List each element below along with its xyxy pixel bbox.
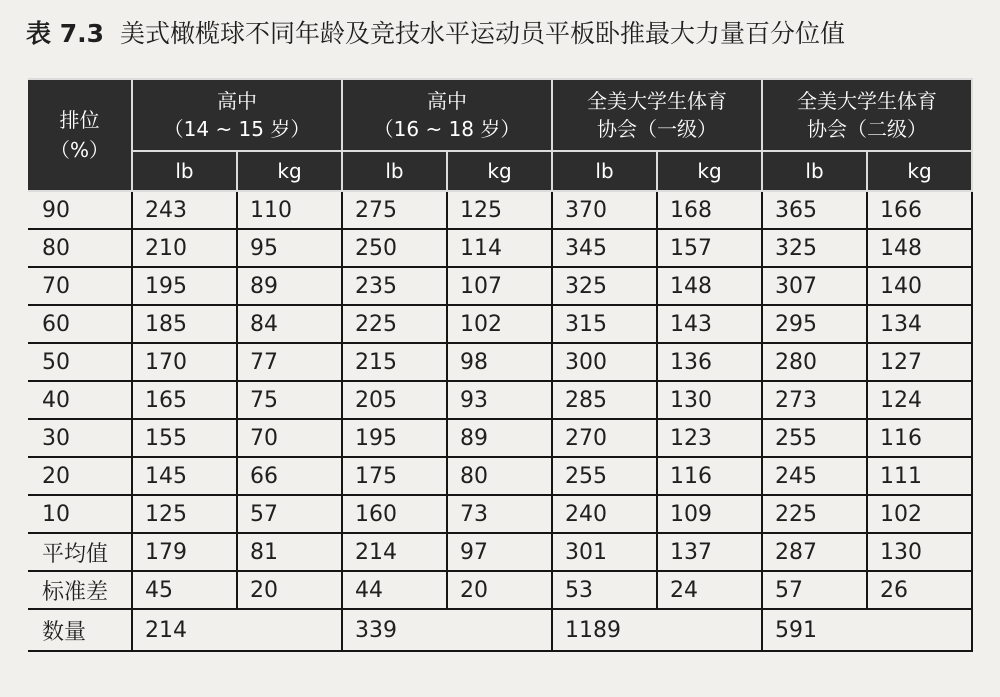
value-cell: 111 — [867, 457, 972, 495]
value-cell: 127 — [867, 343, 972, 381]
group-header-line2: 协会（一级） — [597, 117, 718, 141]
row-label: 40 — [28, 381, 132, 419]
value-cell: 175 — [342, 457, 447, 495]
row-label: 80 — [28, 229, 132, 267]
value-cell: 225 — [342, 305, 447, 343]
value-cell: 148 — [657, 267, 762, 305]
group-header — [342, 79, 552, 151]
group-header-line2: （16 ~ 18 岁） — [373, 117, 521, 141]
row-label: 20 — [28, 457, 132, 495]
value-cell: 125 — [447, 191, 552, 229]
value-cell: 185 — [132, 305, 237, 343]
value-cell: 165 — [132, 381, 237, 419]
rank-header-line1: 排位 — [59, 108, 100, 132]
value-cell: 155 — [132, 419, 237, 457]
value-cell: 107 — [447, 267, 552, 305]
value-cell: 287 — [762, 533, 867, 571]
value-cell: 301 — [552, 533, 657, 571]
value-cell: 168 — [657, 191, 762, 229]
value-cell: 255 — [552, 457, 657, 495]
value-cell: 123 — [657, 419, 762, 457]
header-row-groups — [28, 79, 972, 151]
group-header-line2: （14 ~ 15 岁） — [163, 117, 311, 141]
count-cell: 1189 — [552, 609, 762, 651]
value-cell: 89 — [447, 419, 552, 457]
value-cell: 210 — [132, 229, 237, 267]
value-cell: 325 — [762, 229, 867, 267]
value-cell: 243 — [132, 191, 237, 229]
header-row-units — [28, 151, 972, 191]
table-row — [28, 381, 972, 419]
value-cell: 45 — [132, 571, 237, 609]
value-cell: 245 — [762, 457, 867, 495]
table-row — [28, 457, 972, 495]
table-row — [28, 533, 972, 571]
value-cell: 240 — [552, 495, 657, 533]
value-cell: 130 — [657, 381, 762, 419]
value-cell: 140 — [867, 267, 972, 305]
unit-header: lb — [342, 151, 447, 191]
unit-header: lb — [762, 151, 867, 191]
value-cell: 20 — [447, 571, 552, 609]
value-cell: 195 — [132, 267, 237, 305]
table-body — [28, 191, 972, 651]
value-cell: 66 — [237, 457, 342, 495]
value-cell: 225 — [762, 495, 867, 533]
value-cell: 157 — [657, 229, 762, 267]
table-row — [28, 229, 972, 267]
group-header-line2: 协会（二级） — [807, 117, 928, 141]
value-cell: 148 — [867, 229, 972, 267]
rank-header-line2: （%） — [49, 138, 109, 162]
table-row — [28, 267, 972, 305]
row-label: 10 — [28, 495, 132, 533]
value-cell: 205 — [342, 381, 447, 419]
group-header — [762, 79, 972, 151]
value-cell: 270 — [552, 419, 657, 457]
value-cell: 70 — [237, 419, 342, 457]
value-cell: 275 — [342, 191, 447, 229]
value-cell: 255 — [762, 419, 867, 457]
value-cell: 53 — [552, 571, 657, 609]
value-cell: 235 — [342, 267, 447, 305]
value-cell: 166 — [867, 191, 972, 229]
table-title: 美式橄榄球不同年龄及竞技水平运动员平板卧推最大力量百分位值 — [120, 19, 846, 48]
unit-header: kg — [657, 151, 762, 191]
value-cell: 285 — [552, 381, 657, 419]
value-cell: 102 — [447, 305, 552, 343]
value-cell: 273 — [762, 381, 867, 419]
value-cell: 145 — [132, 457, 237, 495]
value-cell: 295 — [762, 305, 867, 343]
value-cell: 325 — [552, 267, 657, 305]
value-cell: 26 — [867, 571, 972, 609]
unit-header: lb — [132, 151, 237, 191]
table-row — [28, 191, 972, 229]
value-cell: 24 — [657, 571, 762, 609]
value-cell: 315 — [552, 305, 657, 343]
value-cell: 114 — [447, 229, 552, 267]
unit-header: kg — [237, 151, 342, 191]
table-row — [28, 305, 972, 343]
count-cell: 591 — [762, 609, 972, 651]
value-cell: 95 — [237, 229, 342, 267]
value-cell: 280 — [762, 343, 867, 381]
value-cell: 214 — [342, 533, 447, 571]
row-label: 平均值 — [28, 533, 132, 571]
value-cell: 345 — [552, 229, 657, 267]
unit-header: kg — [867, 151, 972, 191]
row-label: 30 — [28, 419, 132, 457]
table-row — [28, 419, 972, 457]
table-caption — [26, 14, 845, 50]
value-cell: 143 — [657, 305, 762, 343]
unit-header: kg — [447, 151, 552, 191]
value-cell: 97 — [447, 533, 552, 571]
value-cell: 370 — [552, 191, 657, 229]
row-label: 60 — [28, 305, 132, 343]
percentile-table — [28, 78, 973, 652]
row-label: 标准差 — [28, 571, 132, 609]
value-cell: 73 — [447, 495, 552, 533]
row-label: 50 — [28, 343, 132, 381]
value-cell: 179 — [132, 533, 237, 571]
value-cell: 98 — [447, 343, 552, 381]
value-cell: 365 — [762, 191, 867, 229]
value-cell: 110 — [237, 191, 342, 229]
value-cell: 57 — [762, 571, 867, 609]
value-cell: 125 — [132, 495, 237, 533]
group-header-line1: 全美大学生体育 — [587, 89, 728, 113]
value-cell: 137 — [657, 533, 762, 571]
value-cell: 77 — [237, 343, 342, 381]
value-cell: 102 — [867, 495, 972, 533]
row-label: 70 — [28, 267, 132, 305]
count-cell: 339 — [342, 609, 552, 651]
value-cell: 116 — [867, 419, 972, 457]
value-cell: 136 — [657, 343, 762, 381]
rank-header — [28, 79, 132, 191]
unit-header: lb — [552, 151, 657, 191]
value-cell: 195 — [342, 419, 447, 457]
row-label: 数量 — [28, 609, 132, 651]
value-cell: 20 — [237, 571, 342, 609]
value-cell: 57 — [237, 495, 342, 533]
group-header-line1: 高中 — [427, 89, 468, 113]
group-header-line1: 全美大学生体育 — [797, 89, 938, 113]
value-cell: 75 — [237, 381, 342, 419]
value-cell: 134 — [867, 305, 972, 343]
group-header — [552, 79, 762, 151]
value-cell: 44 — [342, 571, 447, 609]
table-row — [28, 495, 972, 533]
row-label: 90 — [28, 191, 132, 229]
value-cell: 160 — [342, 495, 447, 533]
count-row — [28, 609, 972, 651]
value-cell: 84 — [237, 305, 342, 343]
group-header-line1: 高中 — [217, 89, 257, 113]
value-cell: 93 — [447, 381, 552, 419]
value-cell: 130 — [867, 533, 972, 571]
value-cell: 307 — [762, 267, 867, 305]
value-cell: 215 — [342, 343, 447, 381]
value-cell: 81 — [237, 533, 342, 571]
value-cell: 124 — [867, 381, 972, 419]
table-row — [28, 343, 972, 381]
table-row — [28, 571, 972, 609]
group-header — [132, 79, 342, 151]
value-cell: 116 — [657, 457, 762, 495]
count-cell: 214 — [132, 609, 342, 651]
value-cell: 170 — [132, 343, 237, 381]
value-cell: 109 — [657, 495, 762, 533]
value-cell: 300 — [552, 343, 657, 381]
table-number: 表 7.3 — [26, 19, 104, 48]
value-cell: 89 — [237, 267, 342, 305]
value-cell: 250 — [342, 229, 447, 267]
value-cell: 80 — [447, 457, 552, 495]
